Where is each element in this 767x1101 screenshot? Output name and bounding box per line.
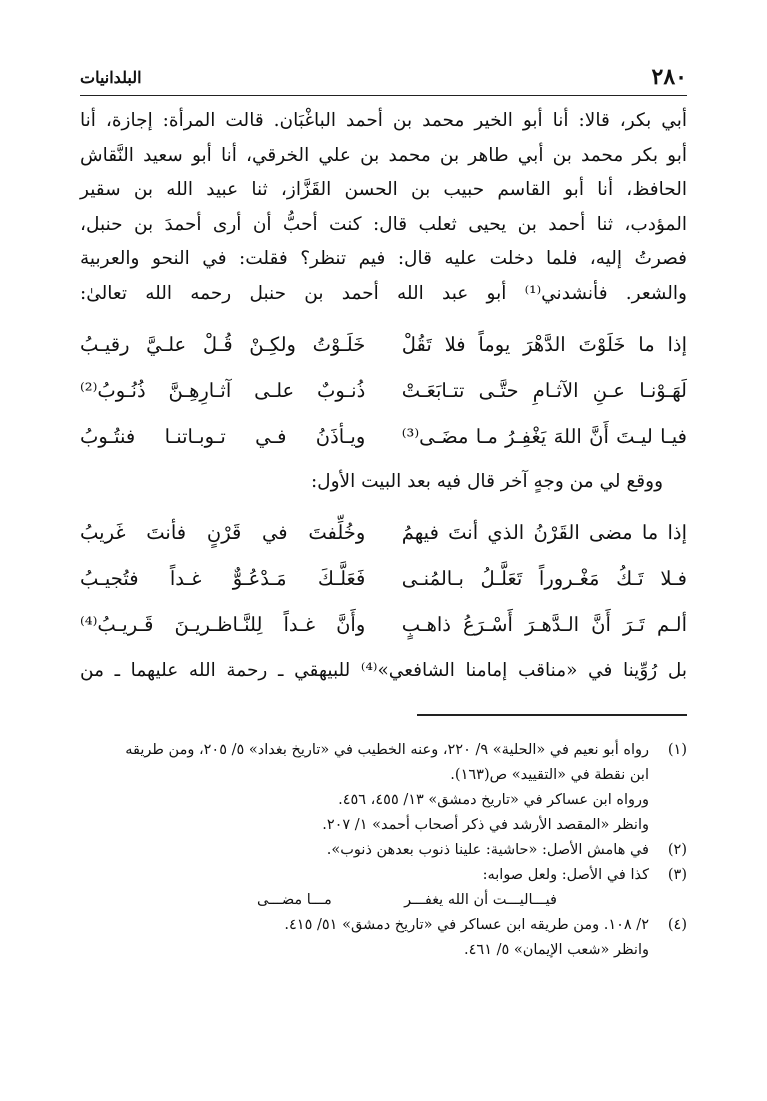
footnote-line: رواه أبو نعيم في «الحلية» ٩/ ٢٢٠، وعنه الخطيب في «تاريخ بغداد» ٥/ ٢٠٥، ومن طريقه	[125, 742, 649, 758]
footnote-text: كذا في الأصل: ولعل صوابه:	[482, 867, 649, 883]
poem-2	[80, 510, 687, 648]
footnote-line: ابن نقطة في «التقييد» ص(١٦٣).	[450, 767, 649, 783]
verse-line	[80, 556, 687, 602]
verse-first-hemistich: فيـا ليـتَ أَنَّ اللهَ يَغْفِـرُ مـا مضَـى⁽³⁾	[401, 424, 687, 448]
footnote-4	[80, 913, 687, 938]
closing-line: بل رُوِّينا في «مناقب إمامنا الشافعي»⁽⁴⁾ للبيهقي ـ رحمة الله عليهما ـ من	[80, 659, 687, 681]
prose-line: والشعر. فأنشدني⁽¹⁾ أبو عبد الله أحمد بن حنبل رحمه الله تعالىٰ:	[80, 282, 687, 304]
footnote-1	[80, 738, 687, 788]
running-title: البلدانيات	[80, 67, 142, 87]
verse-second-hemistich: خَلَـوْتُ ولكِـنْ قُـلْ علـيَّ رقيـبُ	[80, 332, 366, 356]
footnote-3	[80, 863, 687, 888]
header-rule	[80, 95, 687, 96]
footnote-verse-second: مـــا مضـــى	[257, 892, 332, 908]
footnote-number: (٣)	[667, 867, 687, 883]
verse-first-hemistich: ألـم تَـرَ أَنَّ الـدَّهـرَ أَسْـرَعُ ذاهـبٍ	[401, 613, 687, 636]
footnote-number: (٢)	[667, 842, 687, 858]
verse-second-hemistich: ويـأذَنُ فـي تـوبـاتنـا فنتُـوبُ	[80, 424, 366, 448]
footnote-2	[80, 838, 687, 863]
page-number: ٢٨٠	[651, 64, 687, 90]
verse-second-hemistich: وأَنَّ غـداً لِلنَّـاظـريـنَ قَـريـبُ⁽⁴⁾	[80, 613, 366, 636]
footnote-number: (٤)	[667, 917, 687, 933]
verse-first-hemistich: فـلا تَـكُ مَغْـروراً تَعَلَّـلُ بـالمُنـى	[401, 567, 687, 590]
prose-line: أبي بكر، قالا: أنا أبو الخير محمد بن أحمد الباغْبَان. قالت المرأة: إجازة، أنا	[80, 110, 687, 131]
footnotes	[80, 738, 687, 963]
footnote-continuation: ورواه ابن عساكر في «تاريخ دمشق» ١٣/ ٤٥٥، ٤٥٦.	[338, 792, 649, 808]
footnote-continuation: وانظر «المقصد الأرشد في ذكر أصحاب أحمد» ١/ ٢٠٧.	[322, 817, 649, 833]
footnote-verse-first: فيـــاليـــت أن الله يغفـــر	[404, 892, 557, 908]
verse-line	[80, 367, 687, 413]
footnote-text: في هامش الأصل: «حاشية: علينا ذنوب بعدهن ذنوب».	[326, 842, 649, 858]
verse-second-hemistich: ذُنـوبٌ علـى آثـارِهِـنَّ ذُنُـوبُ⁽²⁾	[80, 378, 366, 402]
verse-line	[80, 510, 687, 556]
second-intro: ووقع لي من وجهٍ آخر قال فيه بعد البيت الأول:	[310, 471, 663, 492]
footnote-number: (١)	[667, 742, 687, 758]
verse-first-hemistich: لَهَـوْنـا عـنِ الآثـامِ حتَّـى تتـابَعَـتْ	[401, 378, 687, 402]
page-header	[80, 62, 687, 92]
poem-1	[80, 321, 687, 459]
prose-line: الحافظ، أنا أبو القاسم حبيب بن الحسن القَزَّاز، ثنا عبيد الله بن سقير	[80, 179, 687, 200]
verse-second-hemistich: وخُلِّفتَ في قَرْنٍ فأنتَ غَريبُ	[80, 521, 366, 544]
footnote-continuation: وانظر «شعب الإيمان» ٥/ ٤٦١.	[464, 942, 649, 958]
footnote-text: ٢/ ١٠٨. ومن طريقه ابن عساكر في «تاريخ دمشق» ٥١/ ٤١٥.	[284, 917, 649, 933]
verse-first-hemistich: إذا ما مضى القَرْنُ الذي أنتَ فيهمُ	[401, 521, 687, 544]
main-text	[80, 104, 687, 688]
verse-line	[80, 413, 687, 459]
prose-line: أبو بكر محمد بن أبي طاهر بن محمد بن علي الخرقي، أنا أبو سعيد النَّقاش	[80, 144, 687, 166]
verse-line	[80, 602, 687, 648]
footnote-verse	[257, 888, 557, 913]
prose-line: فصرتُ إليه، فلما دخلت عليه قال: فيم تنظر؟ فقلت: في النحو والعربية	[80, 248, 687, 269]
verse-line	[80, 321, 687, 367]
prose-line: المؤدب، ثنا أحمد بن يحيى ثعلب قال: كنت أحبُّ أن أرى أحمدَ بن حنبل،	[80, 213, 687, 235]
verse-second-hemistich: فَعَلَّـكَ مَـدْعُـوٌّ غـداً فتُجيـبُ	[80, 567, 366, 590]
footnote-text	[80, 738, 649, 788]
verse-first-hemistich: إذا ما خَلَوْتَ الدَّهْرَ يوماً فلا تَقُلْ	[401, 332, 687, 356]
footnote-rule	[417, 714, 687, 716]
